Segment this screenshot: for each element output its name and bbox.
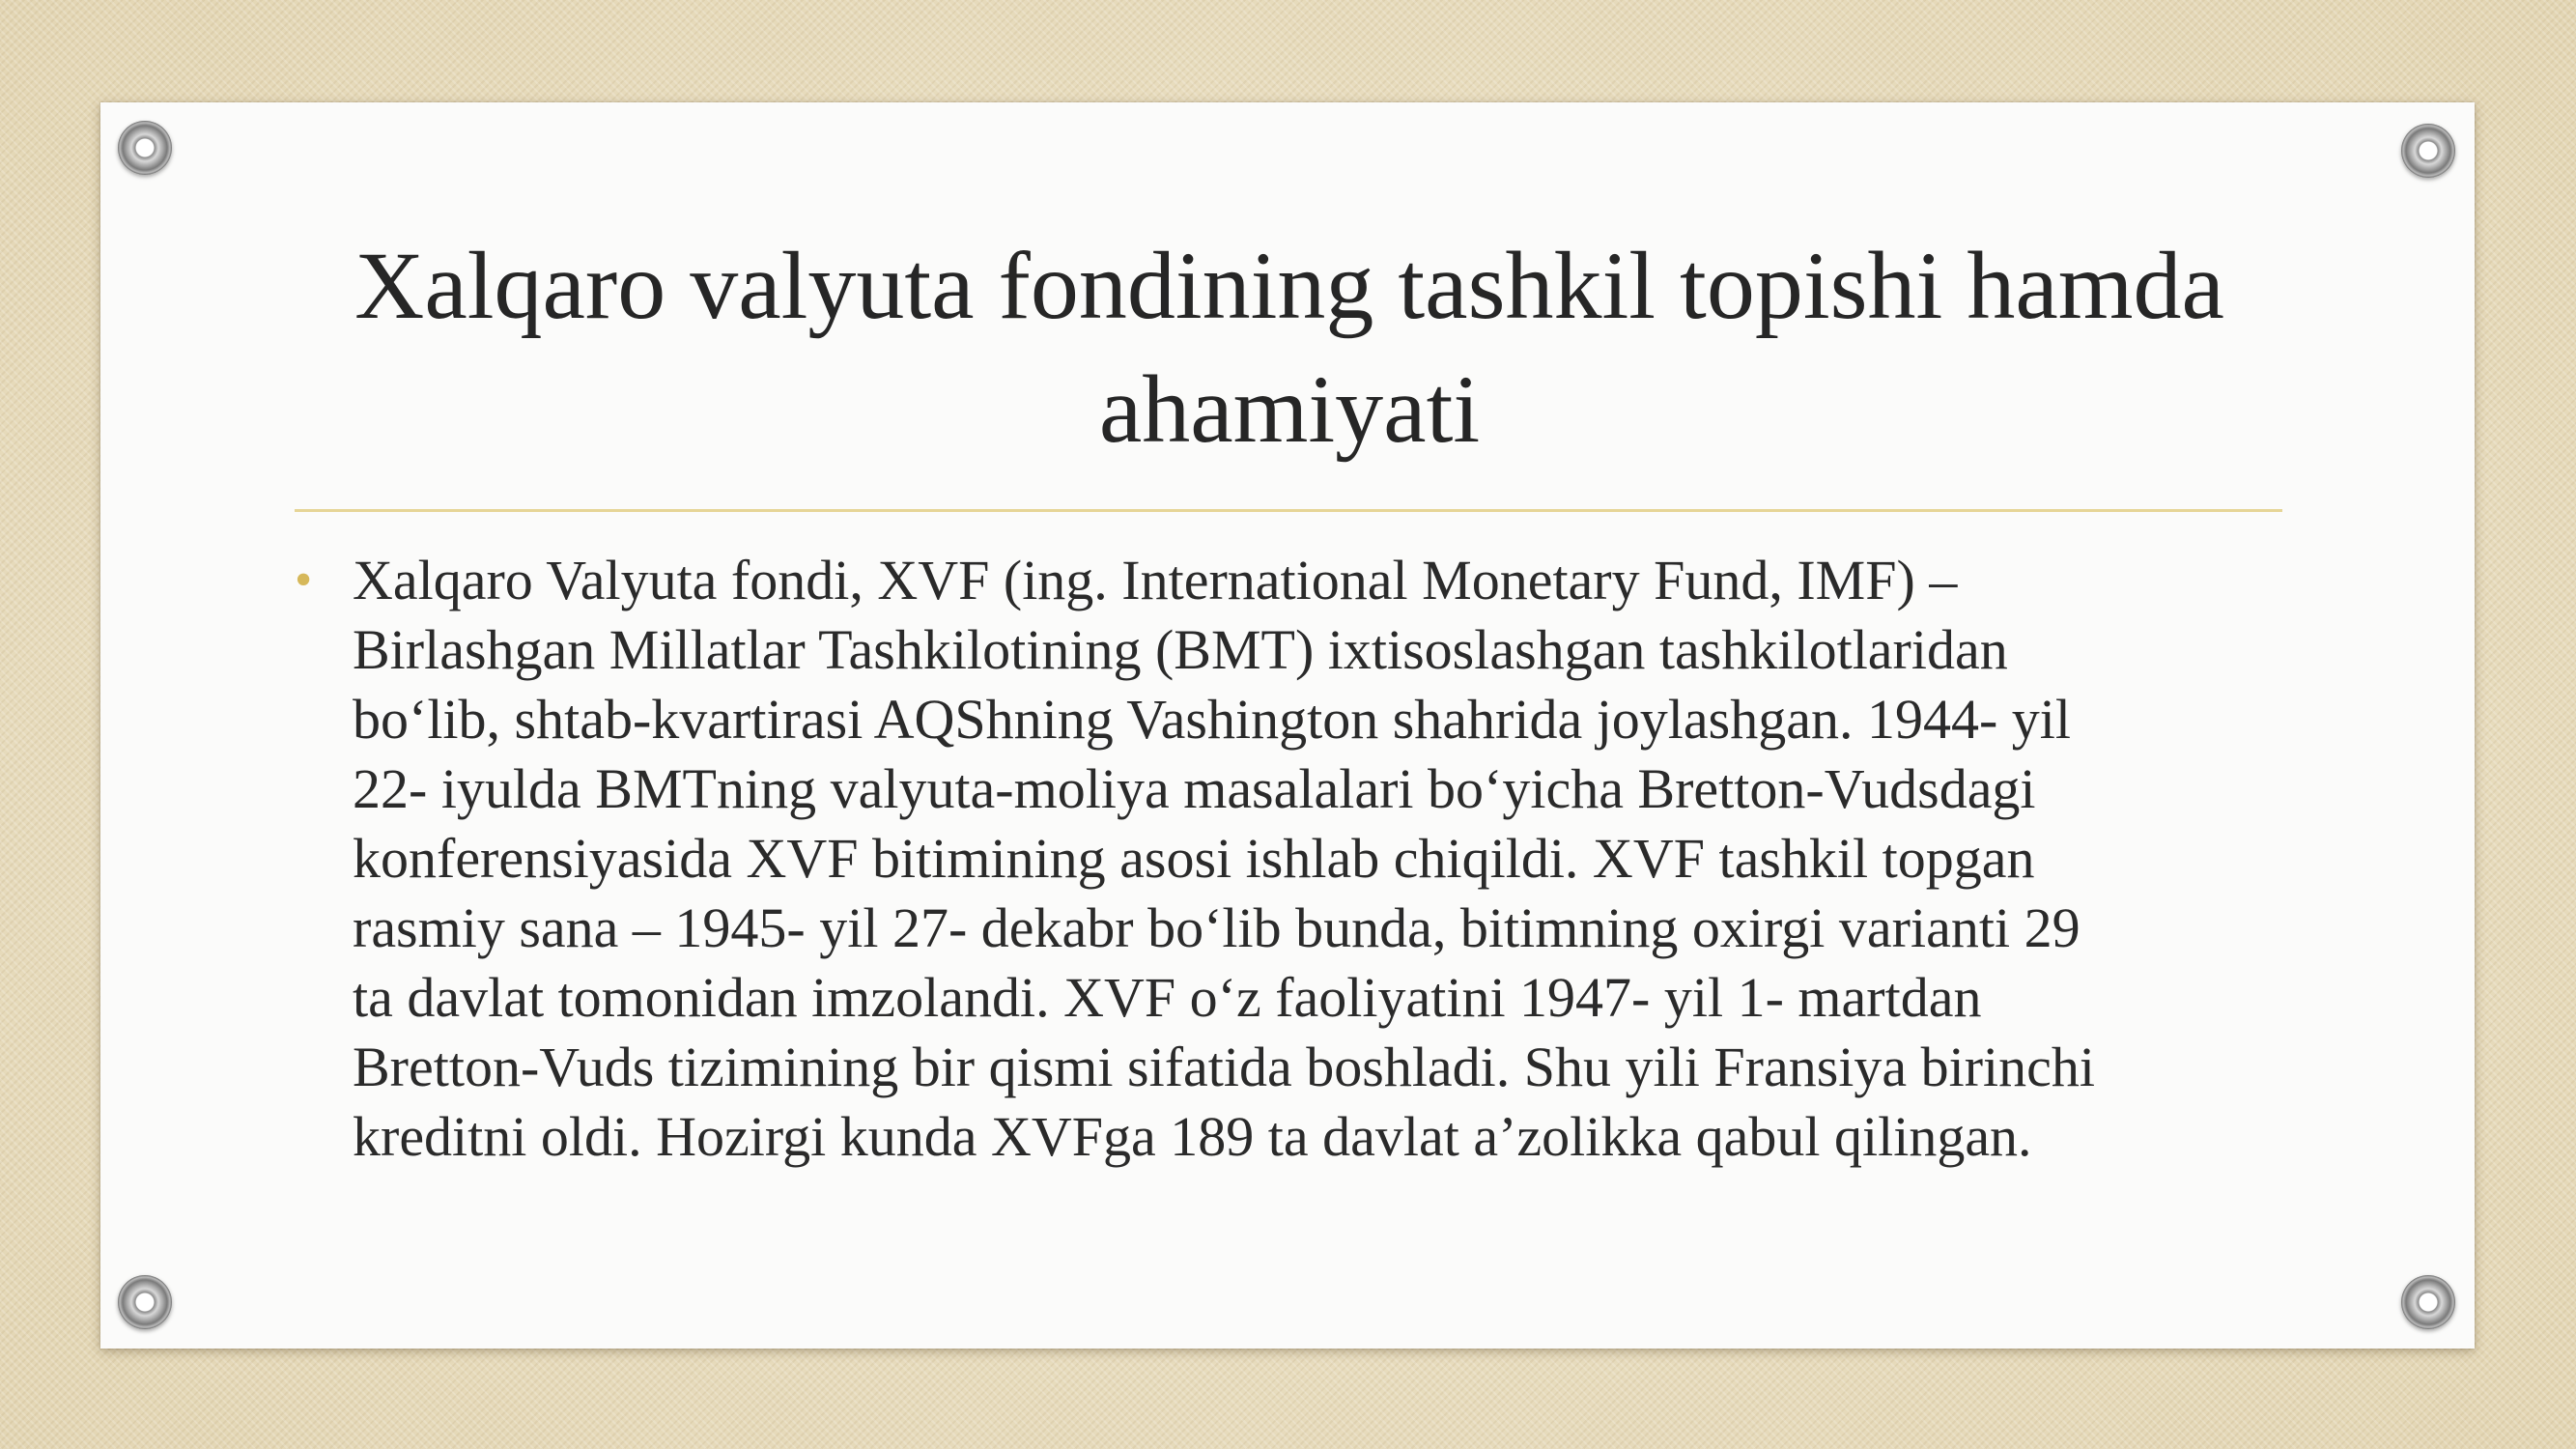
bullet-paragraph (353, 546, 2284, 1172)
paragraph-line: Bretton-Vuds tizimining bir qismi sifatida boshladi. Shu yili Fransiya birinchi (353, 1036, 2096, 1098)
paragraph-line: rasmiy sana – 1945- yil 27- dekabr bo‘lib bunda, bitimning oxirgi varianti 29 (353, 896, 2081, 959)
title-divider (295, 509, 2282, 512)
bullet-icon: • (295, 553, 313, 608)
slide-title (251, 224, 2328, 471)
paragraph-line: 22- iyulda BMTning valyuta-moliya masalalari bo‘yicha Bretton-Vudsdagi (353, 757, 2036, 820)
grommet-icon (2401, 1275, 2455, 1329)
grommet-icon (118, 1275, 172, 1329)
slide-title-line: Xalqaro valyuta fondining tashkil topishi hamda (354, 232, 2224, 339)
slide-title-line: ahamiyati (1098, 355, 1481, 463)
paragraph-line: kreditni oldi. Hozirgi kunda XVFga 189 ta davlat a’zolikka qabul qilingan. (353, 1105, 2032, 1168)
paragraph-line: Birlashgan Millatlar Tashkilotining (BMT) ixtisoslashgan tashkilotlaridan (353, 618, 2008, 681)
paragraph-line: ta davlat tomonidan imzolandi. XVF o‘z faoliyatini 1947- yil 1- martdan (353, 966, 1982, 1029)
paragraph-line: bo‘lib, shtab-kvartirasi AQShning Vashington shahrida joylashgan. 1944- yil (353, 688, 2072, 751)
grommet-icon (118, 121, 172, 175)
paragraph-line: konferensiyasida XVF bitimining asosi ishlab chiqildi. XVF tashkil topgan (353, 827, 2035, 890)
paragraph-line: Xalqaro Valyuta fondi, XVF (ing. International Monetary Fund, IMF) – (353, 549, 1958, 611)
grommet-icon (2401, 124, 2455, 178)
